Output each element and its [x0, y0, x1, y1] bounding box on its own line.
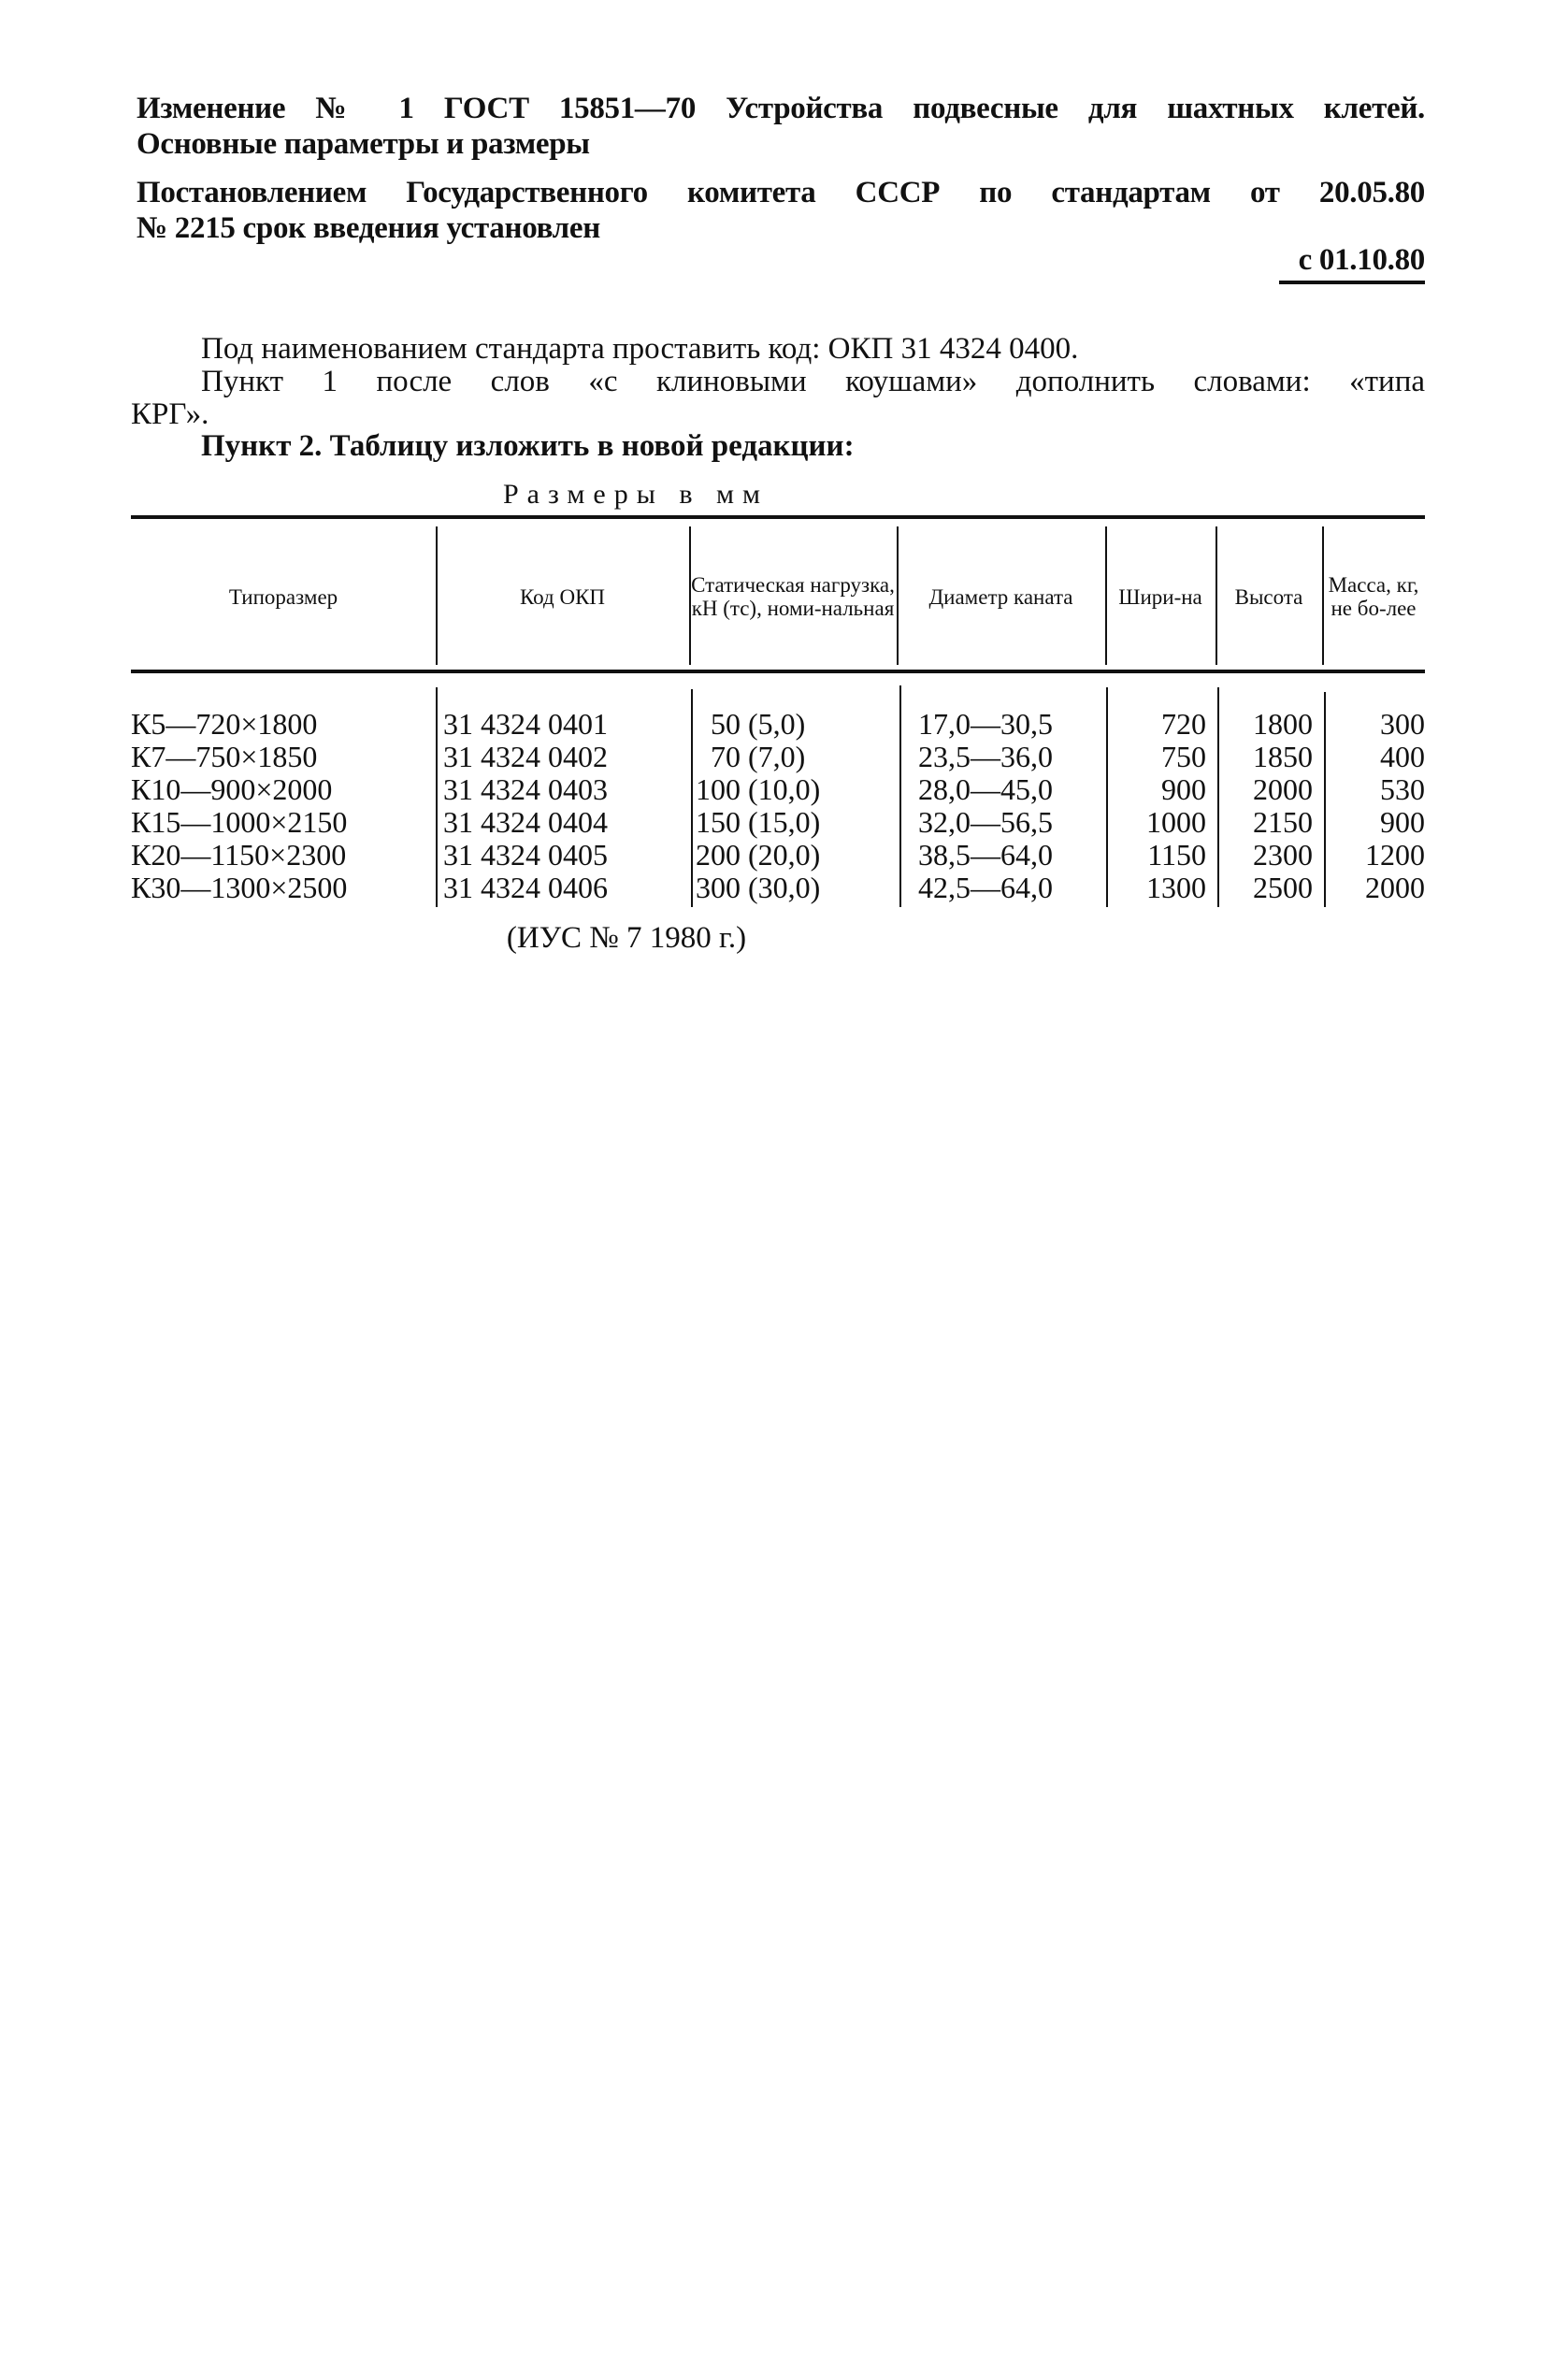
header-width: Шири-на [1118, 584, 1202, 609]
column-divider [897, 526, 899, 665]
cell-okp-code: 31 4324 0403 [443, 772, 608, 806]
table-row [131, 708, 1425, 741]
cell-height: 2300 [1253, 838, 1313, 872]
cell-rope-diameter: 23,5—36,0 [918, 740, 1053, 773]
cell-type-size: К15—1000×2150 [131, 805, 348, 839]
effective-date: с 01.10.80 [1298, 243, 1425, 277]
cell-mass: 400 [1380, 740, 1425, 773]
cell-okp-code: 31 4324 0406 [443, 871, 608, 904]
cell-type-size: К10—900×2000 [131, 772, 333, 806]
cell-okp-code: 31 4324 0404 [443, 805, 608, 839]
cell-height: 1800 [1253, 707, 1313, 741]
date-underline [1279, 281, 1425, 284]
header-static-load: Статическая нагрузка, кН (тс), номи-нальная [691, 573, 895, 620]
header-height: Высота [1234, 584, 1303, 609]
cell-okp-code: 31 4324 0405 [443, 838, 608, 872]
point1-paragraph-line2: КРГ». [131, 397, 209, 431]
cell-okp-code: 31 4324 0402 [443, 740, 608, 773]
decree-line-2: № 2215 срок введения установлен [137, 211, 600, 245]
cell-width: 1300 [1146, 871, 1206, 904]
cell-height: 1850 [1253, 740, 1313, 773]
point2-paragraph: Пункт 2. Таблицу изложить в новой редакции: [201, 429, 855, 463]
cell-rope-diameter: 38,5—64,0 [918, 838, 1053, 872]
header-okp-code: Код ОКП [519, 584, 606, 609]
cell-width: 720 [1161, 707, 1206, 741]
cell-rope-diameter: 28,0—45,0 [918, 772, 1053, 806]
cell-mass: 2000 [1365, 871, 1425, 904]
cell-height: 2500 [1253, 871, 1313, 904]
cell-rope-diameter: 17,0—30,5 [918, 707, 1053, 741]
cell-width: 1000 [1146, 805, 1206, 839]
cell-mass: 300 [1380, 707, 1425, 741]
header-type-size: Типоразмер [228, 584, 338, 609]
cell-okp-code: 31 4324 0401 [443, 707, 608, 741]
point1-paragraph-line1: Пункт 1 после слов «с клиновыми коушами» дополнить словами: «типа [201, 365, 1425, 398]
table-top-rule [131, 515, 1425, 519]
table-row [131, 839, 1425, 872]
title-line-2: Основные параметры и размеры [137, 127, 590, 161]
cell-rope-diameter: 32,0—56,5 [918, 805, 1053, 839]
table-header-rule [131, 670, 1425, 673]
cell-type-size: К5—720×1800 [131, 707, 318, 741]
cell-width: 750 [1161, 740, 1206, 773]
title-line-1: Изменение № 1 ГОСТ 15851—70 Устройства подвесные для шахтных клетей. [137, 92, 1425, 125]
cell-mass: 1200 [1365, 838, 1425, 872]
cell-type-size: К7—750×1850 [131, 740, 318, 773]
cell-width: 900 [1161, 772, 1206, 806]
cell-static-load: 300 (30,0) [696, 871, 821, 904]
source-reference: (ИУС № 7 1980 г.) [506, 921, 747, 955]
table-row [131, 741, 1425, 773]
header-mass: Масса, кг, не бо-лее [1328, 573, 1419, 620]
column-divider [1216, 526, 1217, 665]
cell-rope-diameter: 42,5—64,0 [918, 871, 1053, 904]
cell-static-load: 100 (10,0) [696, 772, 821, 806]
decree-line-1: Постановлением Государственного комитета СССР по стандартам от 20.05.80 [137, 176, 1425, 209]
cell-type-size: К30—1300×2500 [131, 871, 348, 904]
cell-width: 1150 [1147, 838, 1206, 872]
cell-mass: 530 [1380, 772, 1425, 806]
table-row [131, 773, 1425, 806]
cell-static-load: 150 (15,0) [696, 805, 821, 839]
column-divider [436, 526, 438, 665]
column-divider [1105, 526, 1107, 665]
header-rope-diameter: Диаметр каната [928, 584, 1073, 609]
cell-height: 2150 [1253, 805, 1313, 839]
column-divider [689, 526, 691, 665]
cell-height: 2000 [1253, 772, 1313, 806]
units-caption: Размеры в мм [502, 479, 769, 510]
cell-mass: 900 [1380, 805, 1425, 839]
cell-static-load: 70 (7,0) [711, 740, 806, 773]
okp-code-paragraph: Под наименованием стандарта проставить код: ОКП 31 4324 0400. [201, 332, 1079, 366]
cell-static-load: 50 (5,0) [711, 707, 806, 741]
cell-static-load: 200 (20,0) [696, 838, 821, 872]
column-divider [1322, 526, 1324, 665]
table-row [131, 806, 1425, 839]
table-row [131, 872, 1425, 904]
cell-type-size: К20—1150×2300 [131, 838, 347, 872]
